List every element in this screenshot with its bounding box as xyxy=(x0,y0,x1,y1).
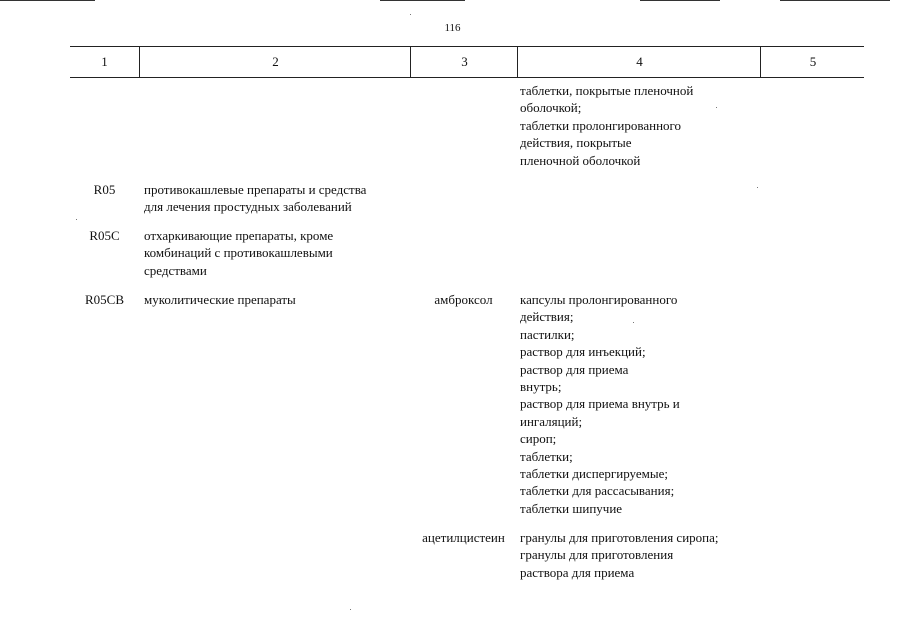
scan-edge-line xyxy=(380,0,465,1)
atc-code-r05c: R05C xyxy=(89,228,120,243)
group-name-r05cb: муколитические препараты xyxy=(144,292,296,307)
header-col-2: 2 xyxy=(139,47,411,77)
scan-speck xyxy=(350,609,351,610)
scan-speck xyxy=(757,187,758,188)
header-col-1: 1 xyxy=(101,54,108,69)
atc-code-r05cb: R05CB xyxy=(84,292,124,307)
header-col-4: 4 xyxy=(517,47,761,77)
drug-name-ambroxol: амброксол xyxy=(434,292,493,307)
page-number: 116 xyxy=(444,22,461,34)
scan-speck xyxy=(410,14,411,15)
scan-speck xyxy=(76,219,77,220)
dosage-forms-ambroxol: капсулы пролонгированного действия; пастилки; раствор для инъекций; раствор для приема внутрь; раствор для приема внутрь и ингаляций; сироп; таблетки; таблетки диспергируемые; таблетки для рассасывания; таблетки шипучие xyxy=(520,292,680,516)
table-header-row xyxy=(70,46,864,78)
drug-name-acetylcysteine: ацетилцистеин xyxy=(422,530,505,545)
atc-code-r05: R05 xyxy=(93,182,116,197)
header-col-3: 3 xyxy=(410,47,518,77)
group-name-r05c: отхаркивающие препараты, кроме комбинаций с противокашлевыми средствами xyxy=(144,228,334,278)
scan-edge-line xyxy=(640,0,720,1)
scan-edge-line xyxy=(0,0,95,1)
dosage-forms-acetylcysteine: гранулы для приготовления сиропа; гранулы для приготовления раствора для приема xyxy=(520,530,719,580)
scan-edge-line xyxy=(780,0,890,1)
dosage-forms-continued: таблетки, покрытые пленочной оболочкой; таблетки пролонгированного действия, покрытые пленочной оболочкой xyxy=(520,83,694,168)
scan-speck xyxy=(716,107,717,108)
header-col-5: 5 xyxy=(760,47,865,77)
group-name-r05: противокашлевые препараты и средства для лечения простудных заболеваний xyxy=(144,182,367,215)
